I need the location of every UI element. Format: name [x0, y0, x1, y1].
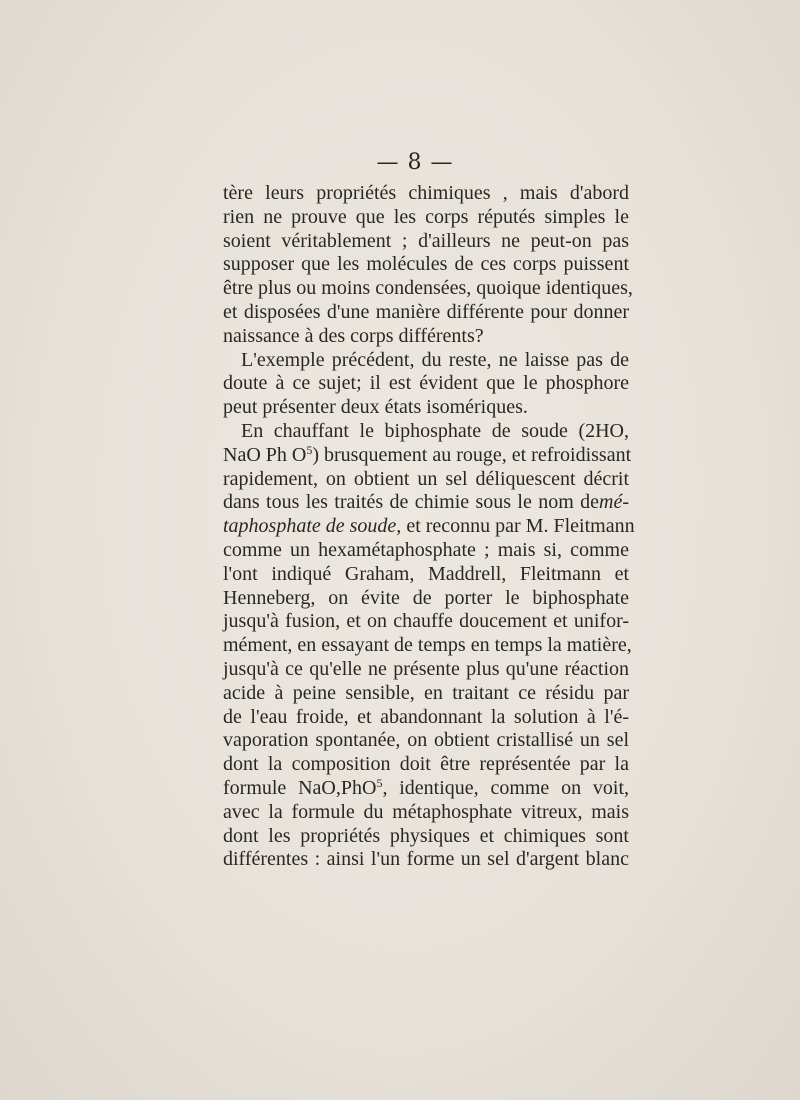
page-number: — 8 —: [376, 150, 454, 175]
text-line: tère leurs propriétés chimiques , mais d'abord: [223, 182, 629, 204]
text-line: comme un hexamétaphosphate ; mais si, comme: [223, 538, 629, 561]
text-line: vaporation spontanée, on obtient cristallisé un sel: [223, 729, 629, 752]
text-line: jusqu'à ce qu'elle ne présente plus qu'une réaction: [223, 657, 629, 680]
text-line: rien ne prouve que les corps réputés simples le: [223, 205, 629, 228]
text-line: En chauffant le biphosphate de soude (2HO,: [241, 419, 629, 442]
text-line: différentes : ainsi l'un forme un sel d'argent blanc: [223, 848, 629, 871]
text-line: avec la formule du métaphosphate vitreux, mais: [223, 800, 629, 823]
text-line: naissance à des corps différents?: [223, 324, 484, 347]
text-line: et disposées d'une manière différente pour donner: [223, 300, 629, 323]
superscript: 5: [376, 775, 383, 790]
text-line: L'exemple précédent, du reste, ne laisse pas de: [241, 348, 629, 371]
text-line: être plus ou moins condensées, quoique identiques,: [223, 277, 633, 300]
text-line: [223, 515, 635, 539]
text-line: mément, en essayant de temps en temps la matière,: [223, 634, 632, 657]
formula-text: NaO Ph O: [223, 443, 307, 466]
text-line: [223, 777, 629, 801]
italic-term: mé-: [599, 491, 629, 514]
text-fragment: ) brusquement au rouge, et refroidissant: [312, 443, 632, 466]
formula-text: formule NaO,PhO: [223, 776, 377, 799]
text-line: doute à ce sujet; il est évident que le phosphore: [223, 372, 629, 395]
text-line: acide à peine sensible, en traitant ce résidu par: [223, 681, 629, 704]
text-line: jusqu'à fusion, et on chauffe doucement et unifor-: [223, 610, 629, 633]
text-fragment: et reconnu par M. Fleitmann: [401, 515, 635, 538]
text-fragment: dans tous les traités de chimie sous le nom de: [223, 491, 600, 514]
text-line: [223, 442, 632, 468]
body-text: [223, 182, 635, 872]
text-line: soient véritablement ; d'ailleurs ne peut-on pas: [223, 229, 629, 252]
text-line: de l'eau froide, et abandonnant la solution à l'é-: [223, 705, 629, 728]
text-line: Henneberg, on évite de porter le biphosphate: [223, 586, 629, 609]
text-line: l'ont indiqué Graham, Maddrell, Fleitmann et: [223, 562, 629, 585]
text-fragment: , identique, comme on voit,: [382, 776, 630, 799]
text-line: dont les propriétés physiques et chimiques sont: [223, 824, 629, 847]
text-line: rapidement, on obtient un sel déliquescent décrit: [223, 467, 629, 490]
italic-term: taphosphate de soude,: [223, 515, 402, 538]
superscript: 5: [306, 442, 313, 457]
text-line: [223, 491, 629, 515]
text-line: dont la composition doit être représentée par la: [223, 753, 629, 776]
text-line: peut présenter deux états isomériques.: [223, 396, 528, 419]
text-line: supposer que les molécules de ces corps puissent: [223, 253, 629, 276]
